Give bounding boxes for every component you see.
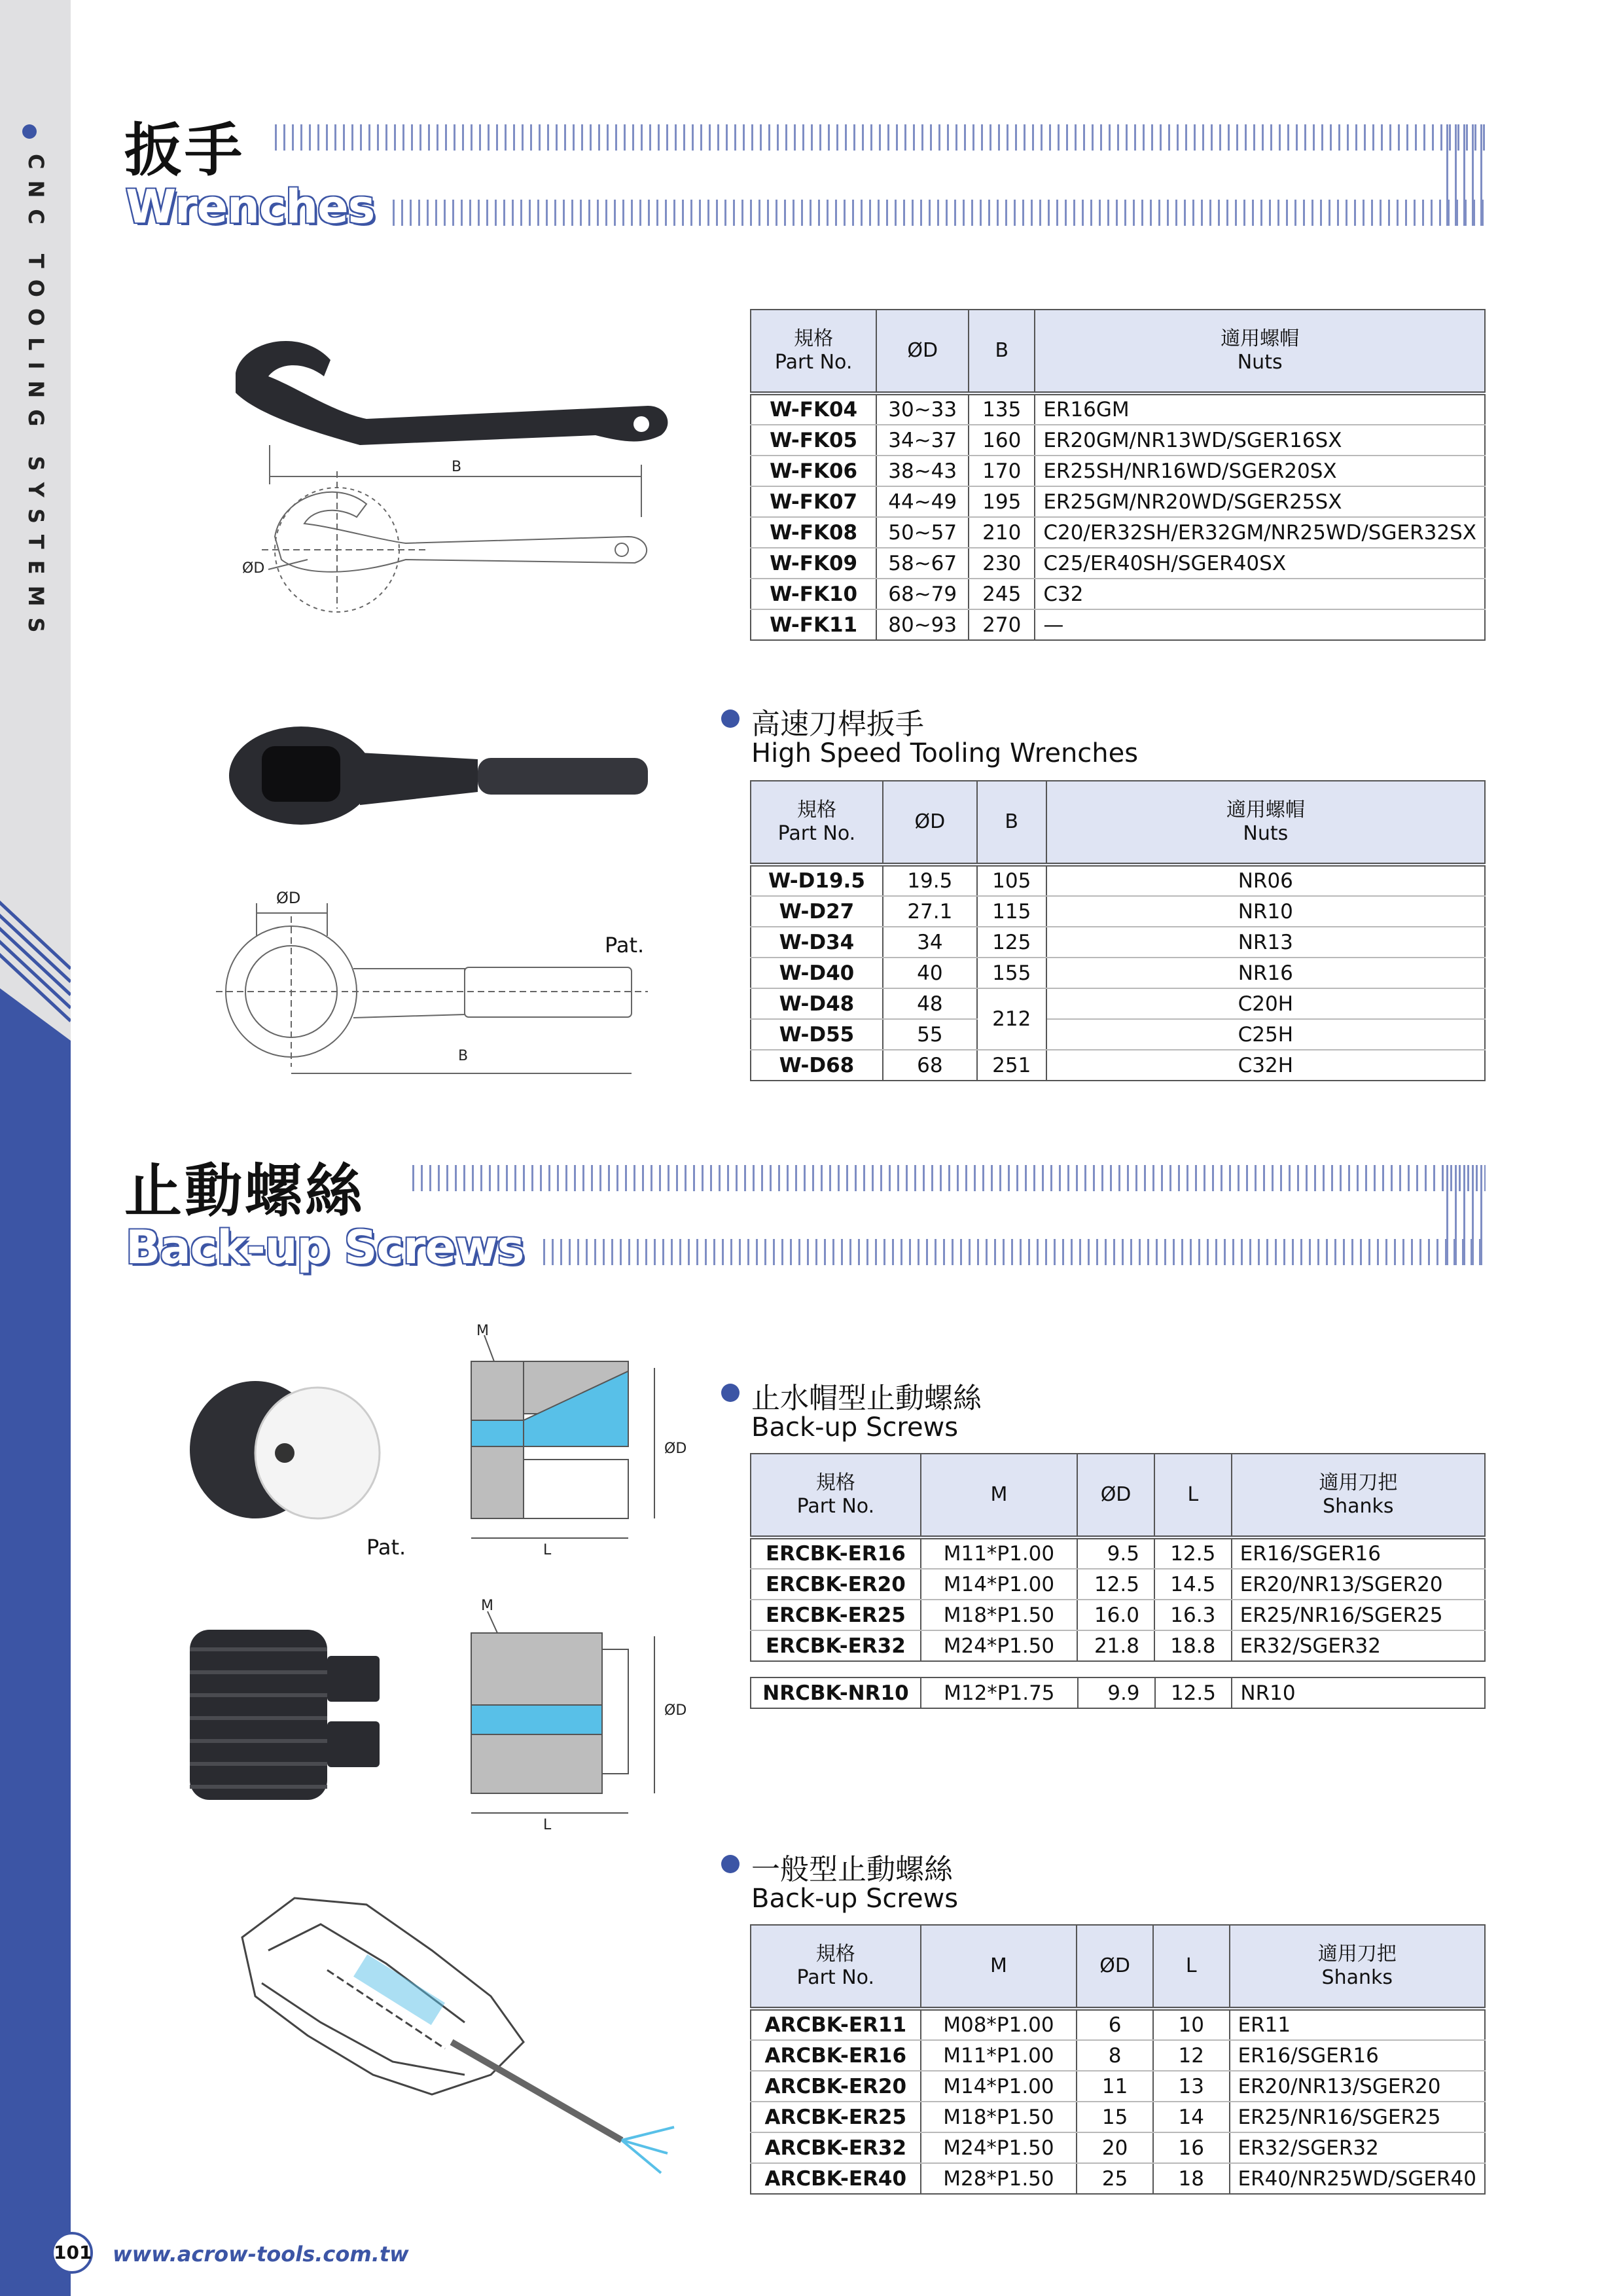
page-number: 101 <box>51 2232 93 2274</box>
hook-wrench-image <box>216 314 674 445</box>
subheading-en: High Speed Tooling Wrenches <box>751 738 1139 768</box>
bullet-icon <box>721 1384 740 1402</box>
th-l: L <box>1154 1454 1232 1537</box>
th-od: ØD <box>1077 1925 1153 2009</box>
th-l: L <box>1153 1925 1230 2009</box>
th-od: ØD <box>883 781 977 865</box>
hatch-decoration <box>275 124 1486 151</box>
dim-label-b: B <box>458 1048 469 1064</box>
table-row: ARCBK-ER11 M08*P1.00 6 10 ER11 <box>751 2009 1485 2040</box>
table-row: W-D19.5 19.5 105 NR06 <box>751 865 1485 896</box>
side-blue-panel <box>0 1041 71 2296</box>
table-row: W-FK07 44~49 195 ER25GM/NR20WD/SGER25SX <box>751 486 1485 517</box>
hatch-decoration <box>1446 124 1486 226</box>
th-part: 規格 Part No. <box>751 1454 921 1537</box>
th-od: ØD <box>876 310 969 393</box>
hook-wrench-drawing <box>236 445 668 622</box>
cap-screw-spec-table <box>750 1453 1486 1662</box>
table-row: W-D68 68 251 C32H <box>751 1050 1485 1081</box>
hs-wrench-image <box>216 713 661 838</box>
th-b: B <box>969 310 1035 393</box>
table-header-row <box>751 1454 1485 1537</box>
general-screw-spec-table <box>750 1924 1486 2195</box>
cap-screw-drawing <box>458 1322 694 1564</box>
table-row: ARCBK-ER25 M18*P1.50 15 14 ER25/NR16/SGER25 <box>751 2102 1485 2132</box>
section-title-en: Wrenches <box>126 180 375 234</box>
table-row: W-FK09 58~67 230 C25/ER40SH/SGER40SX <box>751 548 1485 579</box>
subheading-cn: 止水帽型止動螺絲 <box>751 1382 982 1415</box>
dim-label-l: L <box>543 1817 552 1833</box>
hatch-decoration <box>393 200 1486 226</box>
cap-screw-image <box>183 1368 393 1532</box>
section-title-cn: 扳手 <box>124 117 245 184</box>
section-title-cn: 止動螺絲 <box>124 1157 366 1225</box>
cap-screw-extra-table <box>750 1677 1486 1709</box>
table-row: ERCBK-ER32 M24*P1.50 21.8 18.8 ER32/SGER32 <box>751 1630 1485 1661</box>
th-m: M <box>921 1925 1077 2009</box>
dim-label-od: ØD <box>664 1702 687 1719</box>
patent-label: Pat. <box>366 1535 406 1560</box>
table-row: W-D55 55 C25H <box>751 1019 1485 1050</box>
th-b: B <box>977 781 1046 865</box>
table-row: ARCBK-ER20 M14*P1.00 11 13 ER20/NR13/SGER20 <box>751 2071 1485 2102</box>
general-screw-drawing <box>458 1597 694 1833</box>
subheading-general-screws <box>721 1846 1245 1924</box>
subheading-cn: 高速刀桿扳手 <box>751 708 924 741</box>
table-row: W-FK05 34~37 160 ER20GM/NR13WD/SGER16SX <box>751 425 1485 456</box>
dim-label-od: ØD <box>664 1441 687 1457</box>
hatch-decoration <box>412 1165 1486 1191</box>
website-link[interactable]: www.acrow-tools.com.tw <box>113 2242 409 2267</box>
table-row: ARCBK-ER32 M24*P1.50 20 16 ER32/SGER32 <box>751 2132 1485 2163</box>
table-header-row <box>751 1925 1485 2009</box>
subheading-cn: 一般型止動螺絲 <box>751 1853 953 1886</box>
subheading-hs-wrenches <box>721 700 1245 779</box>
subheading-en: Back-up Screws <box>751 1412 959 1443</box>
table-row: W-D40 40 155 NR16 <box>751 958 1485 988</box>
table-row: W-D27 27.1 115 NR10 <box>751 896 1485 927</box>
table-row: W-FK08 50~57 210 C20/ER32SH/ER32GM/NR25WD/SGER32SX <box>751 517 1485 548</box>
table-row: ERCBK-ER25 M18*P1.50 16.0 16.3 ER25/NR16/SGER25 <box>751 1600 1485 1630</box>
dim-label-b: B <box>452 459 462 475</box>
side-dot <box>22 124 37 139</box>
table-row: W-FK11 80~93 270 — <box>751 609 1485 640</box>
bullet-icon <box>721 1855 740 1873</box>
table-row: W-D48 48 212 C20H <box>751 988 1485 1019</box>
table-header-row <box>751 781 1485 865</box>
bullet-icon <box>721 709 740 728</box>
assembly-drawing <box>216 1878 687 2179</box>
table-row: W-FK10 68~79 245 C32 <box>751 579 1485 609</box>
dim-label-m: M <box>476 1323 489 1339</box>
th-part: 規格 Part No. <box>751 1925 921 2009</box>
table-row: ARCBK-ER40 M28*P1.50 25 18 ER40/NR25WD/SGER40 <box>751 2163 1485 2194</box>
table-row: W-D34 34 125 NR13 <box>751 927 1485 958</box>
dim-label-od: ØD <box>242 560 265 577</box>
wrench-spec-table <box>750 309 1486 641</box>
table-row: W-FK04 30~33 135 ER16GM <box>751 393 1485 425</box>
table-row: ERCBK-ER16 M11*P1.00 9.5 12.5 ER16/SGER16 <box>751 1537 1485 1569</box>
general-screw-image <box>183 1623 393 1806</box>
dim-label-m: M <box>481 1598 493 1614</box>
th-shanks: 適用刀把 Shanks <box>1232 1454 1485 1537</box>
th-part: 規格 Part No. <box>751 310 876 393</box>
hs-wrench-drawing <box>216 884 661 1080</box>
th-part: 規格 Part No. <box>751 781 883 865</box>
table-row: W-FK06 38~43 170 ER25SH/NR16WD/SGER20SX <box>751 456 1485 486</box>
section-title-en: Back-up Screws <box>126 1221 524 1274</box>
table-header-row <box>751 310 1485 393</box>
table-row: ARCBK-ER16 M11*P1.00 8 12 ER16/SGER16 <box>751 2040 1485 2071</box>
th-m: M <box>921 1454 1077 1537</box>
side-band <box>0 0 71 2296</box>
subheading-en: Back-up Screws <box>751 1884 959 1914</box>
dim-label-l: L <box>543 1542 552 1558</box>
table-row: NRCBK-NR10 M12*P1.75 9.9 12.5 NR10 <box>751 1677 1485 1708</box>
th-shanks: 適用刀把 Shanks <box>1230 1925 1485 2009</box>
hatch-decoration <box>1446 1165 1486 1265</box>
table-row: ERCBK-ER20 M14*P1.00 12.5 14.5 ER20/NR13/SGER20 <box>751 1569 1485 1600</box>
side-vertical-text: CNC TOOLING SYSTEMS <box>24 154 48 644</box>
dim-label-od: ØD <box>276 889 301 907</box>
subheading-cap-screws <box>721 1374 1245 1453</box>
hs-wrench-spec-table <box>750 780 1486 1081</box>
th-od: ØD <box>1077 1454 1154 1537</box>
hatch-decoration <box>543 1239 1486 1265</box>
th-nuts: 適用螺帽 Nuts <box>1035 310 1485 393</box>
patent-label: Pat. <box>605 933 645 958</box>
th-nuts: 適用螺帽 Nuts <box>1046 781 1485 865</box>
